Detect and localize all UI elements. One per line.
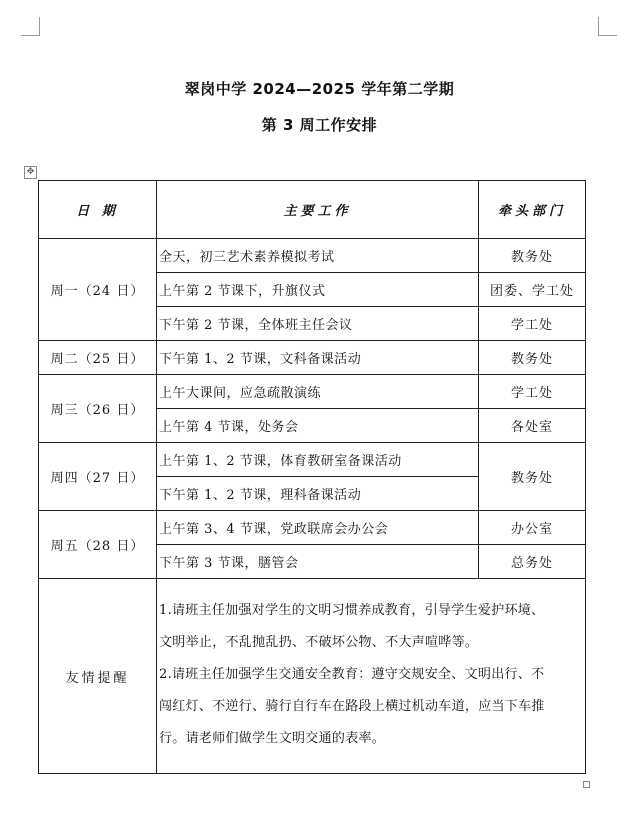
reminder-line: 闯红灯、不逆行、骑行自行车在路段上横过机动车道，应当下车推 [159, 699, 545, 714]
table-resize-handle[interactable] [583, 781, 590, 788]
work-cell: 上午第 2 节课下，升旗仪式 [157, 273, 479, 307]
header-date: 日 期 [39, 181, 157, 239]
dept-cell: 团委、学工处 [479, 273, 586, 307]
dept-cell: 总务处 [479, 545, 586, 579]
reminder-notes [157, 579, 586, 774]
work-cell: 全天，初三艺术素养模拟考试 [157, 239, 479, 273]
crop-mark-top-right [598, 17, 617, 36]
schedule-table [38, 180, 586, 774]
day-cell-wednesday: 周三（26 日） [39, 375, 157, 443]
day-cell-monday: 周一（24 日） [39, 239, 157, 341]
dept-cell: 学工处 [479, 307, 586, 341]
header-dept: 牵头部门 [479, 181, 586, 239]
work-cell: 上午第 3、4 节课，党政联席会办公会 [157, 511, 479, 545]
table-header-row [39, 181, 586, 239]
table-row [39, 511, 586, 545]
day-cell-friday: 周五（28 日） [39, 511, 157, 579]
work-cell: 上午第 4 节课，处务会 [157, 409, 479, 443]
work-cell: 下午第 2 节课，全体班主任会议 [157, 307, 479, 341]
reminder-line: 行。请老师们做学生文明交通的表率。 [159, 731, 386, 746]
work-cell: 上午大课间，应急疏散演练 [157, 375, 479, 409]
reminder-line: 文明举止，不乱抛乱扔、不破坏公物、不大声喧哗等。 [159, 635, 479, 650]
reminder-label: 友情提醒 [39, 579, 157, 774]
crop-mark-top-left [21, 17, 40, 36]
dept-cell: 教务处 [479, 341, 586, 375]
day-cell-tuesday: 周二（25 日） [39, 341, 157, 375]
dept-cell: 各处室 [479, 409, 586, 443]
dept-cell: 学工处 [479, 375, 586, 409]
work-cell: 下午第 3 节课，膳管会 [157, 545, 479, 579]
dept-cell: 教务处 [479, 239, 586, 273]
reminder-row [39, 579, 586, 774]
dept-cell: 教务处 [479, 443, 586, 511]
header-work: 主要工作 [157, 181, 479, 239]
day-cell-thursday: 周四（27 日） [39, 443, 157, 511]
work-cell: 下午第 1、2 节课，理科备课活动 [157, 477, 479, 511]
reminder-line: 2.请班主任加强学生交通安全教育：遵守交规安全、文明出行、不 [159, 667, 545, 682]
document-subtitle: 第 3 周工作安排 [261, 116, 378, 134]
document-title: 翠岗中学 2024—2025 学年第二学期 [184, 80, 455, 98]
table-row [39, 341, 586, 375]
table-row [39, 375, 586, 409]
move-handle-icon[interactable]: ✥ [24, 166, 37, 179]
reminder-line: 1.请班主任加强对学生的文明习惯养成教育，引导学生爱护环境、 [159, 603, 545, 618]
work-cell: 下午第 1、2 节课，文科备课活动 [157, 341, 479, 375]
table-row [39, 239, 586, 273]
work-cell: 上午第 1、2 节课，体育教研室备课活动 [157, 443, 479, 477]
dept-cell: 办公室 [479, 511, 586, 545]
table-row [39, 443, 586, 477]
